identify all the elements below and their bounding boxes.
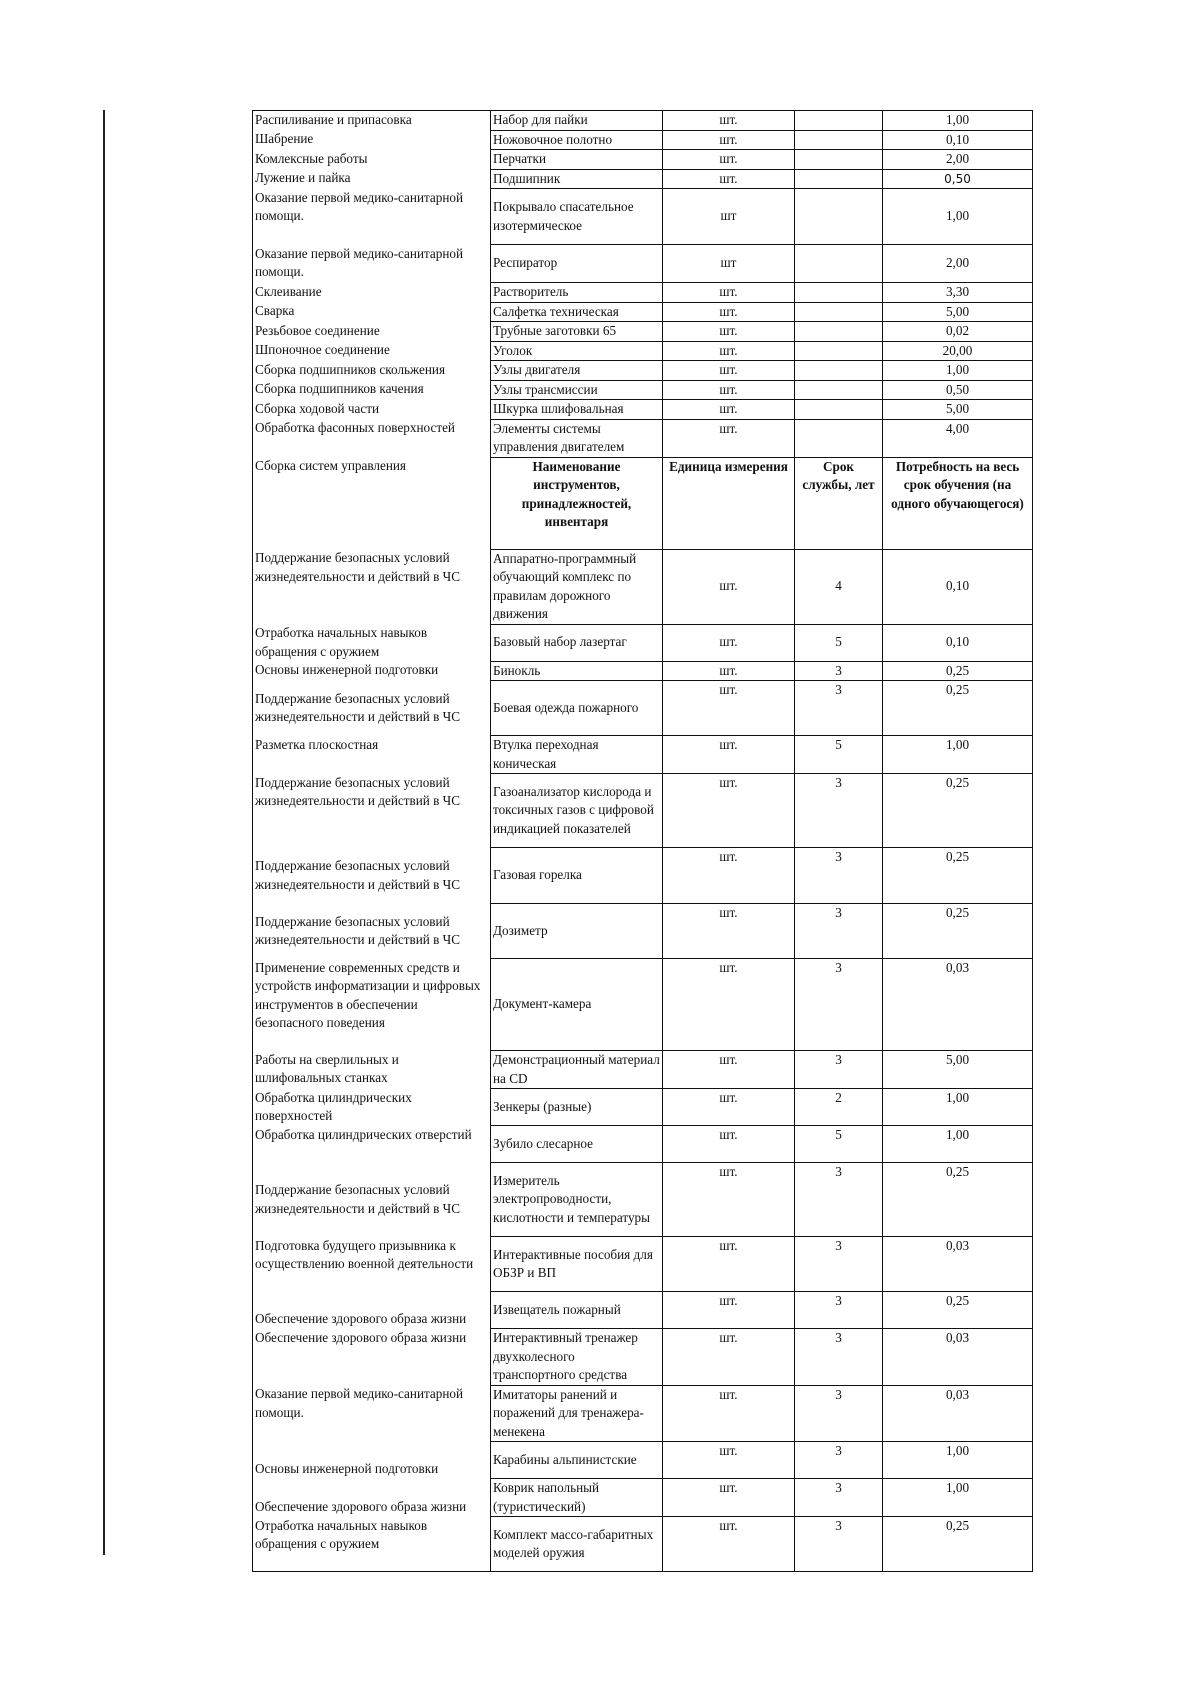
life-cell: 3 — [795, 1385, 883, 1442]
item-cell: Зенкеры (разные) — [491, 1089, 663, 1126]
table-row — [253, 111, 1033, 131]
item-cell: Узлы трансмиссии — [491, 380, 663, 400]
unit-cell: шт. — [663, 624, 795, 661]
table-row — [253, 1442, 1033, 1479]
qty-cell: 1,00 — [883, 189, 1033, 245]
table-row — [253, 661, 1033, 681]
qty-cell: 0,50 — [883, 380, 1033, 400]
topic-cell: Обработка фасонных поверхностей — [253, 419, 491, 457]
table-row — [253, 1385, 1033, 1442]
life-cell: 5 — [795, 1126, 883, 1163]
topic-cell: Склеивание — [253, 283, 491, 303]
table-row — [253, 1051, 1033, 1089]
item-cell: Зубило слесарное — [491, 1126, 663, 1163]
item-cell: Демонстрационный материал на CD — [491, 1051, 663, 1089]
life-cell — [795, 419, 883, 457]
table-row — [253, 1089, 1033, 1126]
life-cell — [795, 400, 883, 420]
life-cell: 3 — [795, 959, 883, 1051]
table-row — [253, 1126, 1033, 1163]
unit-cell: шт. — [663, 959, 795, 1051]
item-cell: Растворитель — [491, 283, 663, 303]
qty-cell: 0,03 — [883, 1385, 1033, 1442]
life-cell — [795, 283, 883, 303]
life-cell — [795, 150, 883, 170]
topic-cell: Поддержание безопасных условий жизнедеятельности и действий в ЧС — [253, 774, 491, 848]
topic-cell: Сборка подшипников скольжения — [253, 361, 491, 381]
unit-cell: шт. — [663, 130, 795, 150]
topic-cell: Сборка подшипников качения — [253, 380, 491, 400]
table-row — [253, 419, 1033, 457]
topic-cell: Резьбовое соединение — [253, 322, 491, 342]
table-row — [253, 624, 1033, 661]
unit-cell: шт. — [663, 1329, 795, 1386]
table-row — [253, 169, 1033, 189]
column-header-item: Наименование инструментов, принадлежностей, инвентаря — [491, 457, 663, 549]
qty-cell: 0,03 — [883, 1329, 1033, 1386]
topic-cell: Применение современных средств и устройств информатизации и цифровых инструментов в обеспечении безопасного поведения — [253, 959, 491, 1051]
unit-cell: шт. — [663, 169, 795, 189]
unit-cell: шт — [663, 189, 795, 245]
life-cell: 4 — [795, 549, 883, 624]
life-cell — [795, 111, 883, 131]
unit-cell: шт. — [663, 1442, 795, 1479]
qty-cell: 5,00 — [883, 1051, 1033, 1089]
topic-cell: Поддержание безопасных условий жизнедеятельности и действий в ЧС — [253, 848, 491, 904]
left-margin-line — [103, 110, 105, 1555]
life-cell — [795, 361, 883, 381]
life-cell: 3 — [795, 1163, 883, 1237]
item-cell: Набор для пайки — [491, 111, 663, 131]
item-cell: Комплект массо-габаритных моделей оружия — [491, 1517, 663, 1572]
life-cell — [795, 245, 883, 283]
table-row — [253, 302, 1033, 322]
life-cell: 3 — [795, 661, 883, 681]
column-header-unit: Единица измерения — [663, 457, 795, 549]
item-cell: Измеритель электропроводности, кислотности и температуры — [491, 1163, 663, 1237]
column-header-life: Срок службы, лет — [795, 457, 883, 549]
unit-cell: шт. — [663, 1163, 795, 1237]
qty-cell: 0,25 — [883, 1517, 1033, 1572]
topic-cell: Оказание первой медико-санитарной помощи. — [253, 245, 491, 283]
life-cell: 5 — [795, 736, 883, 774]
life-cell — [795, 130, 883, 150]
table-row — [253, 904, 1033, 959]
item-cell: Втулка переходная коническая — [491, 736, 663, 774]
item-cell: Элементы системы управления двигателем — [491, 419, 663, 457]
life-cell: 3 — [795, 1479, 883, 1517]
topic-cell: Основы инженерной подготовки — [253, 1442, 491, 1479]
unit-cell: шт. — [663, 302, 795, 322]
item-cell: Документ-камера — [491, 959, 663, 1051]
table-row — [253, 959, 1033, 1051]
unit-cell: шт. — [663, 283, 795, 303]
unit-cell: шт. — [663, 1051, 795, 1089]
life-cell: 3 — [795, 1329, 883, 1386]
item-cell: Подшипник — [491, 169, 663, 189]
unit-cell: шт. — [663, 380, 795, 400]
item-cell: Аппаратно-программный обучающий комплекс по правилам дорожного движения — [491, 549, 663, 624]
topic-cell: Сварка — [253, 302, 491, 322]
topic-cell: Работы на сверлильных и шлифовальных станках — [253, 1051, 491, 1089]
life-cell: 3 — [795, 1051, 883, 1089]
topic-cell: Поддержание безопасных условий жизнедеятельности и действий в ЧС — [253, 904, 491, 959]
item-cell: Имитаторы ранений и поражений для тренажера-менекена — [491, 1385, 663, 1442]
unit-cell: шт. — [663, 400, 795, 420]
unit-cell: шт. — [663, 150, 795, 170]
life-cell — [795, 169, 883, 189]
qty-cell: 0,25 — [883, 1163, 1033, 1237]
unit-cell: шт. — [663, 419, 795, 457]
qty-cell: 0,03 — [883, 959, 1033, 1051]
table-row — [253, 1329, 1033, 1386]
unit-cell: шт. — [663, 1292, 795, 1329]
qty-cell: 1,00 — [883, 1089, 1033, 1126]
qty-cell: 0,50 — [883, 169, 1033, 189]
item-cell: Бинокль — [491, 661, 663, 681]
topic-cell: Шпоночное соединение — [253, 341, 491, 361]
item-cell: Покрывало спасательное изотермическое — [491, 189, 663, 245]
qty-cell: 4,00 — [883, 419, 1033, 457]
life-cell — [795, 322, 883, 342]
table-row — [253, 681, 1033, 736]
life-cell — [795, 380, 883, 400]
topic-cell: Обеспечение здорового образа жизни — [253, 1479, 491, 1517]
qty-cell: 1,00 — [883, 1442, 1033, 1479]
item-cell: Шкурка шлифовальная — [491, 400, 663, 420]
item-cell: Интерактивный тренажер двухколесного транспортного средства — [491, 1329, 663, 1386]
table-row — [253, 380, 1033, 400]
topic-cell: Сборка систем управления — [253, 457, 491, 549]
unit-cell: шт. — [663, 1126, 795, 1163]
topic-cell: Обеспечение здорового образа жизни — [253, 1329, 491, 1386]
topic-cell: Поддержание безопасных условий жизнедеятельности и действий в ЧС — [253, 681, 491, 736]
qty-cell: 20,00 — [883, 341, 1033, 361]
life-cell: 5 — [795, 624, 883, 661]
table-row — [253, 1479, 1033, 1517]
topic-cell: Отработка начальных навыков обращения с оружием — [253, 1517, 491, 1572]
life-cell — [795, 189, 883, 245]
unit-cell: шт. — [663, 1517, 795, 1572]
item-cell: Базовый набор лазертаг — [491, 624, 663, 661]
life-cell: 3 — [795, 1442, 883, 1479]
item-cell: Ножовочное полотно — [491, 130, 663, 150]
table-row — [253, 361, 1033, 381]
qty-cell: 1,00 — [883, 736, 1033, 774]
qty-cell: 1,00 — [883, 1479, 1033, 1517]
qty-cell: 0,10 — [883, 130, 1033, 150]
table-row — [253, 245, 1033, 283]
qty-cell: 0,10 — [883, 624, 1033, 661]
topic-cell: Обеспечение здорового образа жизни — [253, 1292, 491, 1329]
life-cell: 2 — [795, 1089, 883, 1126]
qty-cell: 0,02 — [883, 322, 1033, 342]
topic-cell: Обработка цилиндрических отверстий — [253, 1126, 491, 1163]
unit-cell: шт. — [663, 774, 795, 848]
unit-cell: шт. — [663, 341, 795, 361]
table-row — [253, 189, 1033, 245]
unit-cell: шт. — [663, 736, 795, 774]
table-header-row — [253, 457, 1033, 549]
equipment-table — [252, 110, 1033, 1572]
topic-cell: Сборка ходовой части — [253, 400, 491, 420]
qty-cell: 3,30 — [883, 283, 1033, 303]
topic-cell: Подготовка будущего призывника к осуществлению военной деятельности — [253, 1237, 491, 1292]
table-row — [253, 341, 1033, 361]
qty-cell: 1,00 — [883, 1126, 1033, 1163]
table-row — [253, 322, 1033, 342]
topic-cell: Оказание первой медико-санитарной помощи. — [253, 1385, 491, 1442]
topic-cell: Распиливание и припасовка — [253, 111, 491, 131]
item-cell: Газоанализатор кислорода и токсичных газов с цифровой индикацией показателей — [491, 774, 663, 848]
item-cell: Респиратор — [491, 245, 663, 283]
topic-cell: Поддержание безопасных условий жизнедеятельности и действий в ЧС — [253, 549, 491, 624]
qty-cell: 5,00 — [883, 400, 1033, 420]
item-cell: Дозиметр — [491, 904, 663, 959]
unit-cell: шт. — [663, 1237, 795, 1292]
life-cell: 3 — [795, 1292, 883, 1329]
life-cell: 3 — [795, 848, 883, 904]
qty-cell: 0,25 — [883, 774, 1033, 848]
item-cell: Интерактивные пособия для ОБЗР и ВП — [491, 1237, 663, 1292]
topic-cell: Лужение и пайка — [253, 169, 491, 189]
life-cell: 3 — [795, 774, 883, 848]
item-cell: Карабины альпинистские — [491, 1442, 663, 1479]
table-row — [253, 736, 1033, 774]
life-cell: 3 — [795, 1237, 883, 1292]
qty-cell: 1,00 — [883, 111, 1033, 131]
unit-cell: шт. — [663, 549, 795, 624]
qty-cell: 0,25 — [883, 681, 1033, 736]
qty-cell: 5,00 — [883, 302, 1033, 322]
qty-cell: 0,25 — [883, 904, 1033, 959]
qty-cell: 0,25 — [883, 1292, 1033, 1329]
item-cell: Боевая одежда пожарного — [491, 681, 663, 736]
unit-cell: шт. — [663, 848, 795, 904]
item-cell: Узлы двигателя — [491, 361, 663, 381]
topic-cell: Шабрение — [253, 130, 491, 150]
unit-cell: шт. — [663, 1479, 795, 1517]
unit-cell: шт. — [663, 681, 795, 736]
table-row — [253, 400, 1033, 420]
topic-cell: Разметка плоскостная — [253, 736, 491, 774]
qty-cell: 0,10 — [883, 549, 1033, 624]
item-cell: Уголок — [491, 341, 663, 361]
qty-cell: 1,00 — [883, 361, 1033, 381]
table-row — [253, 150, 1033, 170]
table-row — [253, 1163, 1033, 1237]
unit-cell: шт. — [663, 111, 795, 131]
table-row — [253, 549, 1033, 624]
column-header-qty: Потребность на весь срок обучения (на одного обучающегося) — [883, 457, 1033, 549]
item-cell: Салфетка техническая — [491, 302, 663, 322]
topic-cell: Оказание первой медико-санитарной помощи. — [253, 189, 491, 245]
table-row — [253, 130, 1033, 150]
item-cell: Трубные заготовки 65 — [491, 322, 663, 342]
life-cell: 3 — [795, 681, 883, 736]
life-cell: 3 — [795, 904, 883, 959]
unit-cell: шт. — [663, 1385, 795, 1442]
table-row — [253, 1517, 1033, 1572]
unit-cell: шт. — [663, 904, 795, 959]
life-cell — [795, 302, 883, 322]
life-cell: 3 — [795, 1517, 883, 1572]
table-row — [253, 848, 1033, 904]
item-cell: Коврик напольный (туристический) — [491, 1479, 663, 1517]
table-row — [253, 1292, 1033, 1329]
topic-cell: Комлексные работы — [253, 150, 491, 170]
life-cell — [795, 341, 883, 361]
table-row — [253, 283, 1033, 303]
unit-cell: шт — [663, 245, 795, 283]
unit-cell: шт. — [663, 1089, 795, 1126]
item-cell: Извещатель пожарный — [491, 1292, 663, 1329]
unit-cell: шт. — [663, 661, 795, 681]
qty-cell: 2,00 — [883, 150, 1033, 170]
item-cell: Газовая горелка — [491, 848, 663, 904]
qty-cell: 0,25 — [883, 661, 1033, 681]
item-cell: Перчатки — [491, 150, 663, 170]
topic-cell: Основы инженерной подготовки — [253, 661, 491, 681]
unit-cell: шт. — [663, 322, 795, 342]
unit-cell: шт. — [663, 361, 795, 381]
qty-cell: 2,00 — [883, 245, 1033, 283]
topic-cell: Отработка начальных навыков обращения с оружием — [253, 624, 491, 661]
table-row — [253, 1237, 1033, 1292]
qty-cell: 0,25 — [883, 848, 1033, 904]
table-row — [253, 774, 1033, 848]
topic-cell: Поддержание безопасных условий жизнедеятельности и действий в ЧС — [253, 1163, 491, 1237]
topic-cell: Обработка цилиндрических поверхностей — [253, 1089, 491, 1126]
qty-cell: 0,03 — [883, 1237, 1033, 1292]
